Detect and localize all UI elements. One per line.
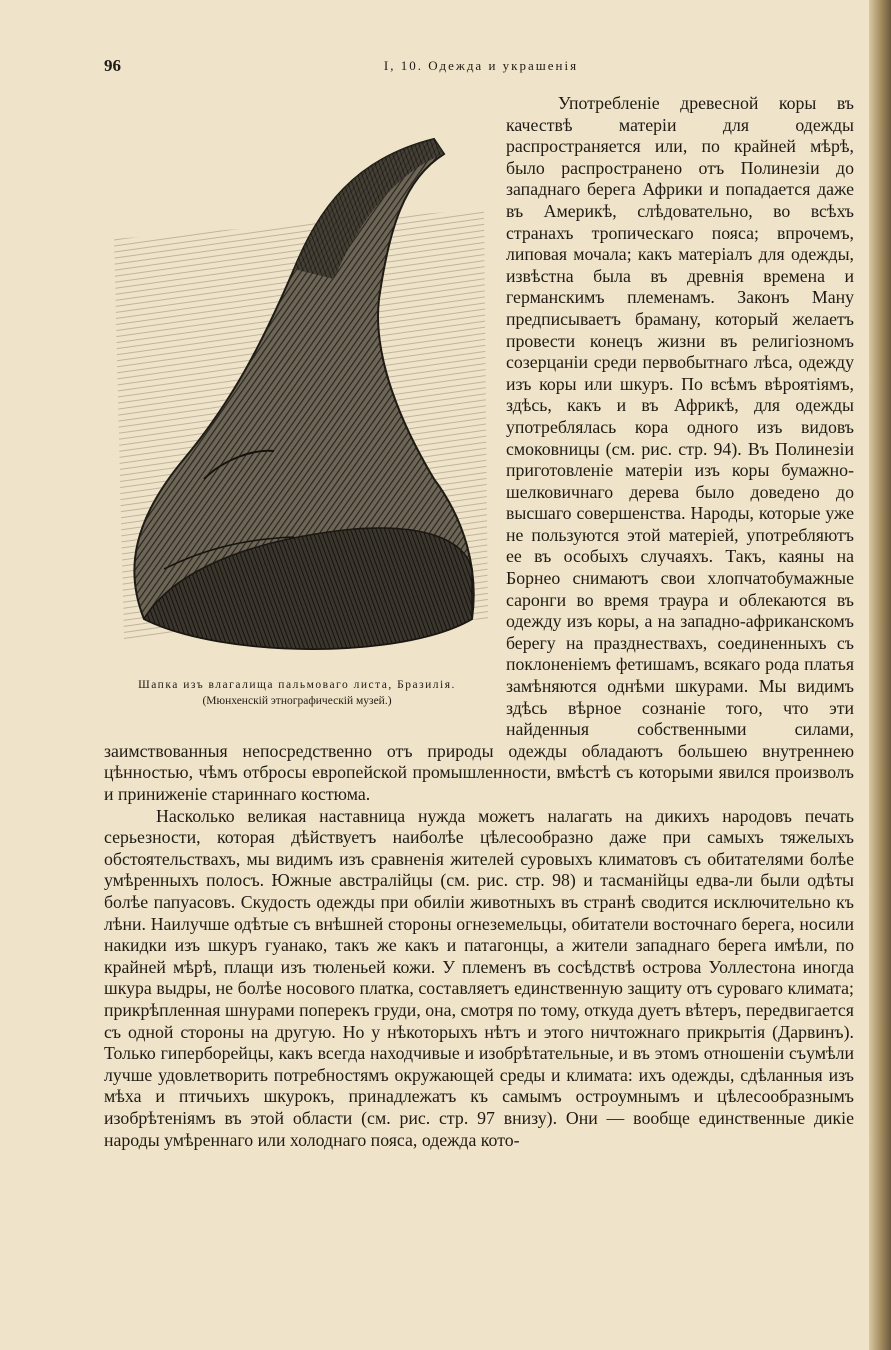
figure <box>104 99 490 735</box>
paragraph-1: Употребленіе древесной коры въ качествѣ матеріи для одежды распространяется или, по крайней мѣрѣ, было распространено отъ Полинезіи до западнаго берега Африки и попадается даже въ Америкѣ, слѣдовательно, во всѣхъ странахъ тропическаго пояса; впрочемъ, липовая мочала; какъ матеріалъ для одежды, извѣстна была въ древнія времена и германскимъ племенамъ. Законъ Ману предписываетъ браману, который желаетъ провести конецъ жизни въ религіозномъ созерцаніи среди первобытнаго лѣса, одежду изъ коры или шкуръ. По всѣмъ вѣроятіямъ, здѣсь, какъ и въ Африкѣ, для одежды употреблялась кора одного изъ видовъ смоковницы (см. рис. стр. 94). Въ Полинезіи приготовленіе матеріи изъ коры бумажно-шелковичнаго дерева было доведено до высшаго совершенства. Народы, которые уже не пользуются этой матеріей, употребляютъ ее въ особыхъ случаяхъ. Такъ, каяны на Борнео снимаютъ свои хлопчатобумажные саронги во время траура и облекаются въ одежду изъ коры, а на западно-африканскомъ берегу на празднествахъ, соединенныхъ съ поклоненіемъ фетишамъ, всякаго рода платья замѣняются однѣми шкурами. Мы видимъ здѣсь вѣрное сознаніе того, что эти найденныя собственными силами, заимствованныя непосредственно отъ природы одежды обладаютъ большею внутреннею цѣнностью, чѣмъ отбросы европейской промышленности, вмѣстѣ съ которыми явился произволъ и приниженіе стариннаго костюма. <box>104 93 854 804</box>
page-header <box>104 56 858 80</box>
palm-sheath-hat-engraving <box>104 99 490 659</box>
running-head: I, 10. Одежда и украшенія <box>383 58 579 73</box>
figure-caption <box>104 677 490 709</box>
paragraph-2: Насколько великая наставница нужда можетъ налагать на дикихъ народовъ печать серьезности, которая дѣйствуетъ наиболѣе цѣлесообразно даже при самыхъ тяжелыхъ обстоятельствахъ, мы видимъ изъ сравненія жителей суровыхъ климатовъ съ обитателями болѣе умѣренныхъ полосъ. Южные австралійцы (см. рис. стр. 98) и тасманійцы едва-ли были одѣты болѣе папуасовъ. Скудость одежды при обиліи животныхъ въ странѣ сводится исключительно къ лѣни. Наилучше одѣтые съ внѣшней стороны огнеземельцы, обитатели восточнаго берега, носили накидки изъ шкуръ гуанако, такъ же какъ и патагонцы, а жители западнаго берега имѣли, по крайней мѣрѣ, плащи изъ тюленьей кожи. У племенъ въ сосѣдствѣ острова Уоллестона иногда шкура выдры, не болѣе носового платка, составляетъ единственную защиту отъ суроваго климата; прикрѣпленная шнурами поперекъ груди, она, смотря по тому, откуда дуетъ вѣтеръ, передвигается съ одной стороны на другую. Но у нѣкоторыхъ нѣтъ и этого ничтожнаго прикрытія (Дарвинъ). Только гиперборейцы, какъ всегда находчивые и изобрѣтательные, и въ этомъ отношеніи съумѣли лучше удовлетворить потребностямъ окружающей среды и климата: ихъ одежды, сдѣланныя изъ мѣха и птичьихъ шкурокъ, принадлежатъ къ самымъ остроумнымъ и цѣлесообразнымъ изобрѣтеніямъ въ этой области (см. рис. стр. 97 внизу). Они — вообще единственные дикіе народы умѣреннаго или холоднаго пояса, одежда кото- <box>104 805 854 1150</box>
caption-source: (Мюнхенскій этнографическій музей.) <box>202 695 392 707</box>
article-body <box>104 93 854 1151</box>
page-edge-shadow <box>869 0 891 1350</box>
page-number: 96 <box>104 56 121 75</box>
caption-title: Шапка изъ влагалища пальмоваго листа, Бразилія. <box>138 679 456 691</box>
